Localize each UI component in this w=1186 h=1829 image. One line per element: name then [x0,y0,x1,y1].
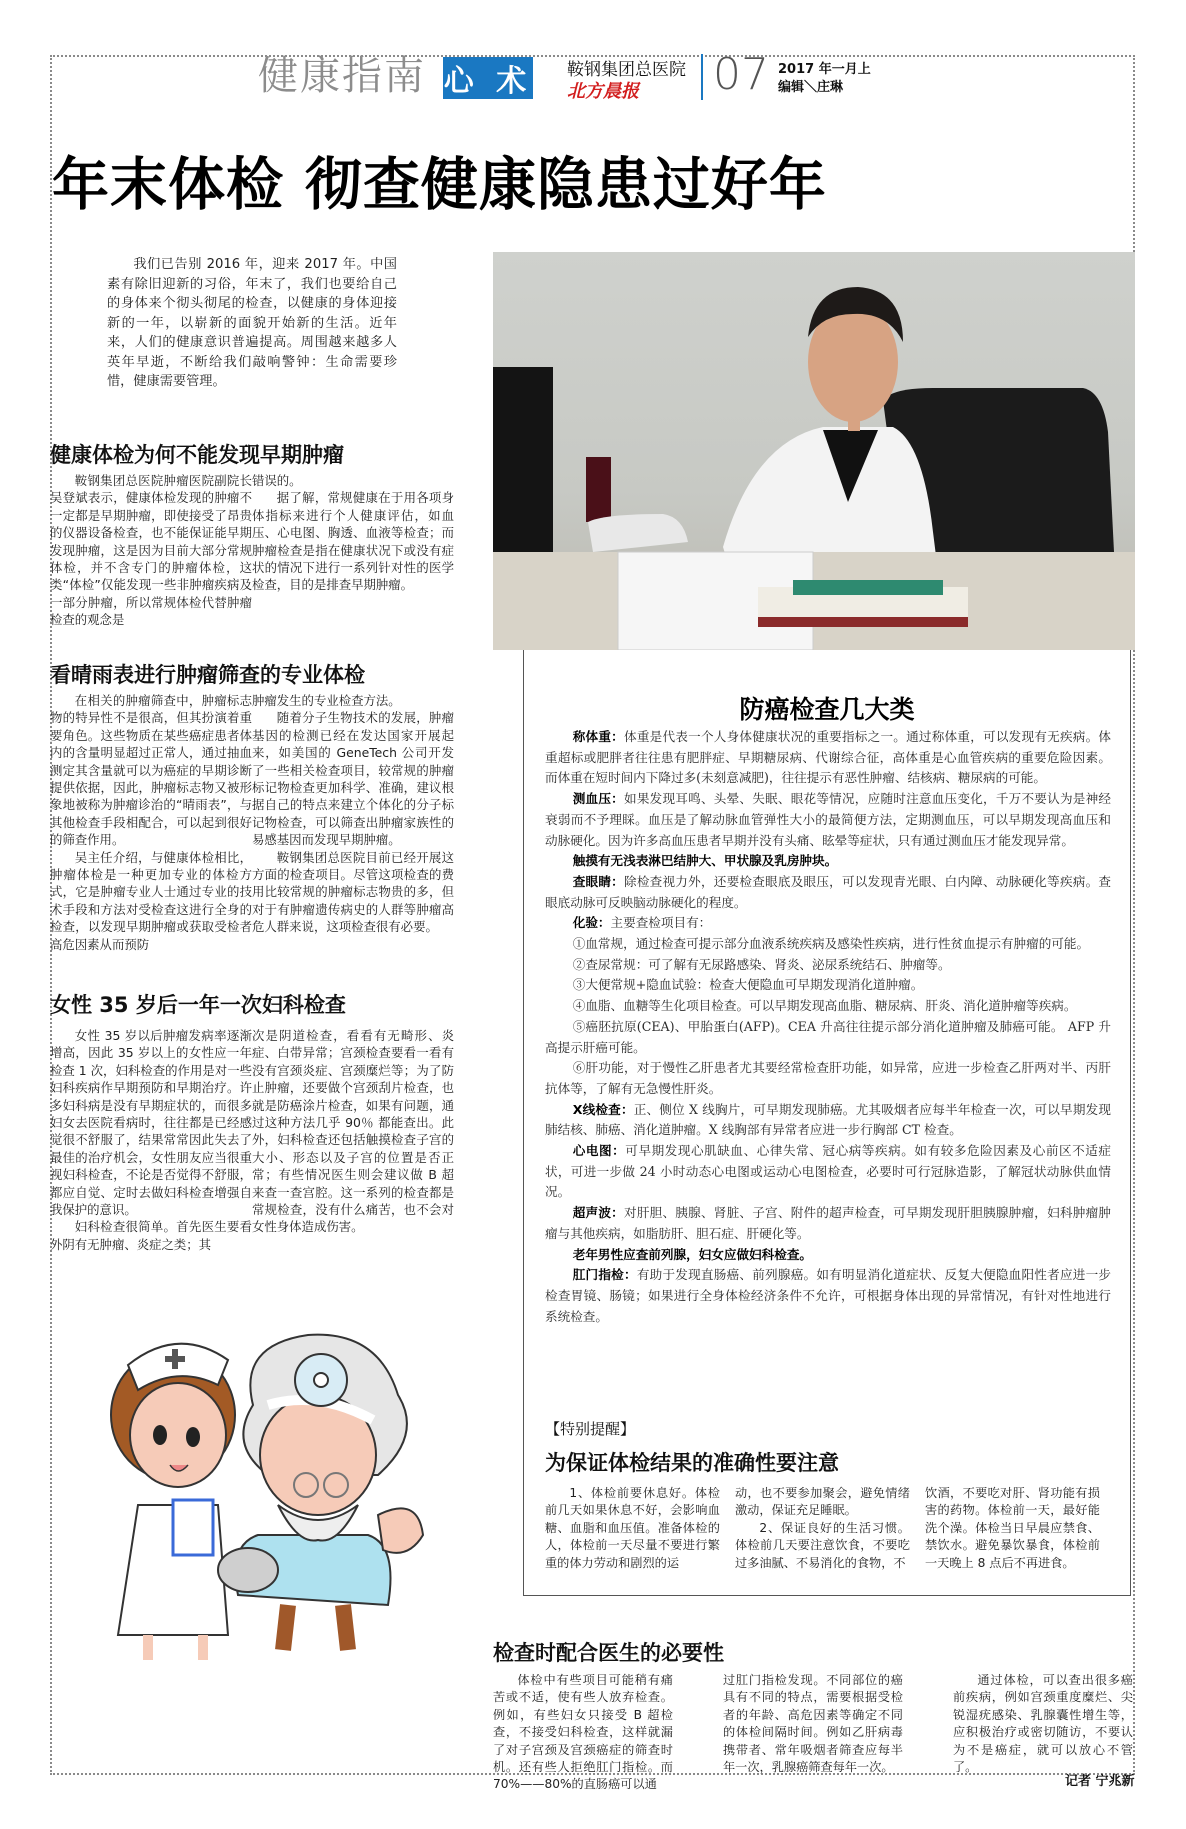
box-item [545,872,1111,913]
tip-col-1 [545,1485,720,1572]
section-heading: 检查时配合医生的必要性 [493,1641,724,1665]
paragraph: 在相关的肿瘤筛查中，肿瘤标志物的特异性不是很高，但其扮演着重要角色。这些物质在某些癌症患者体内的含量明显超过正常人，通过抽血测定其含量就可以为癌症的早期诊断提供依据，因此，肿瘤标志物又被形象地被称为肿瘤诊治的“晴雨表”，与其他检查手段相配合，可以起到很好的筛查作用。 [50,693,252,848]
paragraph: 据了解，常规健康在于用各项身体指标来进行个人健康评估，如血压、心电图、胸透、血液等检查；而肿瘤检查是指在健康状况下或没有症状的情况下进行一系列针对性的医学检查，目的是排查早期肿瘤。 [252,490,454,593]
section-heading: 健康体检为何不能发现早期肿瘤 [50,443,344,467]
box-item-text: ④血脂、血糖等生化项目检查。可以早期发现高血脂、糖尿病、肝炎、消化道肿瘤等疾病。 [572,998,1077,1014]
box-item-label: 触摸有无浅表淋巴结肿大、甲状腺及乳房肿块。 [572,853,838,869]
paragraph: 吴主任介绍，与健康体检相比，肿瘤体检是一种更加专业的体检方式，它是肿瘤专业人士通过专业的技术手段和方法对受检查这进行全身的检查，以发现早期肿瘤或获取受检者高危因素从而预防 [50,849,252,952]
box-item-text: 体重是代表一个人身体健康状况的重要指标之一。通过称体重，可以发现有无疾病。体重超标或肥胖者往往患有肥胖症、早期糖尿病、代谢综合征，高体重是心血管疾病的重要危险因素。而体重在短时间内下降过多(未刻意减肥)，往往提示有恶性肿瘤、结核病、糖尿病的可能。 [545,729,1112,786]
section-2-col-2 [252,692,454,936]
tip-label: 【特别提醒】 [545,1420,636,1438]
page-number: 07 [713,49,769,100]
hospital-name: 鞍钢集团总医院 [567,60,686,80]
paragraph: 肿瘤发生的专业检查方法。 [252,693,401,708]
box-item-text: 主要查检项目有： [610,915,712,931]
box-item-text: ⑥肝功能，对于慢性乙肝患者尤其要经常检查肝功能，如异常，应进一步检查乙肝两对半、丙肝抗体等，了解有无急慢性肝炎。 [545,1060,1111,1096]
doctor-photo [493,252,1135,650]
bottom-col-1 [493,1672,673,1794]
box-item [545,975,1111,996]
box-item [545,996,1111,1017]
box-item-text: ②查尿常规：可了解有无尿路感染、肾炎、泌尿系统结石、肿瘤等。 [572,956,951,972]
box-item [545,1245,1111,1266]
column-logo: 心 术 [443,57,533,99]
box-item-text: 对肝胆、胰腺、肾脏、子宫、附件的超声检查，可早期发现肝胆胰腺肿瘤，妇科肿瘤肿瘤与其他疾病，如脂肪肝、胆石症、肝硬化等。 [545,1205,1112,1241]
paragraph: 过肛门指检发现。不同部位的癌具有不同的特点，需要根据受检者的年龄、高危因素等确定不同的体检间隔时间。例如乙肝病毒携带者、常年吸烟者筛查应每半年一次，乳腺癌筛查每年一次。 [723,1673,903,1775]
photo-image [493,252,1135,650]
paragraph: 错误的。 [252,473,302,488]
box-item-label: 测血压： [572,791,625,807]
box-item [545,955,1111,976]
paragraph: 1、体检前要休息好。体检前几天如果休息不好，会影响血糖、血脂和血压值。准备体检的人，体检前一天尽量不要进行繁重的体力劳动和剧烈的运 [545,1486,720,1570]
box-item [545,727,1111,789]
section-heading: 女性 35 岁后一年一次妇科检查 [50,993,346,1017]
box-item [545,934,1111,955]
doctor-nurse-illustration [78,1305,438,1665]
tip-col-2 [735,1485,910,1572]
newspaper-name: 北方晨报 [567,81,639,102]
tip-col-3 [925,1485,1100,1572]
box-item [545,851,1111,872]
box-item-text: 除检查视力外，还要检查眼底及眼压，可以发现青光眼、白内障、动脉硬化等疾病。查眼底动脉可反映脑动脉硬化的程度。 [545,873,1112,910]
box-item-label: 超声波： [572,1205,625,1221]
paragraph: 2、保证良好的生活习惯。体检前几天要注意饮食，不要吃过多油腻、不易消化的食物，不 [735,1520,910,1570]
main-headline: 年末体检 彻查健康隐患过好年 [52,152,827,218]
box-item [545,1100,1111,1141]
box-body [545,727,1111,1327]
section-1-col-1 [50,472,252,629]
masthead-divider [701,54,703,100]
paragraph: 随着分子生物技术的发展，肿瘤基因的检测已经在发达国家开展起来，如美国的 GeneTech 公司开发了一些相关检查项目，较常规的肿瘤标记物检查更加科学、准确，建议根据自己的特点来建立个体化的分子标记物检查，可以筛查出肿瘤家族性的易感基因而发现早期肿瘤。 [252,710,454,848]
doctor-figure [218,1335,423,1650]
box-item [545,913,1111,934]
nurse-figure [111,1344,235,1660]
intro-text: 我们已告别 2016 年，迎来 2017 年。中国素有除旧迎新的习俗，年末了，我们也要给自己的身体来个彻头彻尾的检查，以健康的身体迎接新的一年，以崭新的面貌开始新的生活。近年来，人们的健康意识普遍提高。周围越来越多人英年早逝，不断给我们敲响警钟：生命需要珍惜，健康需要管理。 [107,257,397,389]
editor-credit: 编辑＼庄琳 [778,80,844,95]
box-item-text: 可早期发现心肌缺血、心律失常、冠心病等疾病。如有较多危险因素及心前区不适症状，可进一步做 24 小时动态心电图或运动心电图检查，必要时可行冠脉造影，了解冠状动脉供血情况。 [545,1143,1112,1200]
paragraph: 次是阴道检查，看看有无畸形、炎症、白带异常；宫颈检查要看一看有没有宫颈炎症、宫颈糜烂等；为了防止肿瘤，还要做个宫颈刮片检查，也就是防癌涂片检查，如果有问题，通过这种方法几乎 90％ 都能查出。此外，妇科检查还包括触摸检查子宫的大小、形态以及子宫的位置是否正常；有些情况医生则会建议做 B 超来查一查宫腔。这一系列的检查都是常规检查，没有什么痛苦，也不会对女性身体造成伤害。 [252,1028,454,1235]
box-item-text: 正、侧位 X 线胸片，可早期发现肺癌。尤其吸烟者应每半年检查一次，可以早期发现肺结核、肺癌、消化道肿瘤。X 线胸部有异常者应进一步行胸部 CT 检查。 [545,1101,1111,1138]
bottom-col-2 [723,1672,903,1776]
paragraph: 鞍钢集团总医院目前已经开展这方面的检查项目。尽管这项检查的费用比较常规的肿瘤标志物贵的多，但对于有肿瘤遗传病史的人群等肿瘤高危人群来说，这项检查很有必要。 [252,849,454,935]
paragraph: 妇科检查很简单。首先医生要看外阴有无肿瘤、炎症之类；其 [50,1219,252,1252]
box-item [545,1017,1111,1058]
box-item-label: X线检查： [572,1101,634,1117]
box-item-text: ③大便常规+隐血试验：检查大便隐血可早期发现消化道肿瘤。 [572,977,924,993]
issue-date: 2017 年一月上 [778,62,871,77]
box-item-label: 查眼睛： [572,873,625,889]
box-item-text: ⑤癌胚抗原(CEA)、甲胎蛋白(AFP)。CEA 升高往往提示部分消化道肿瘤及肺癌可能。 AFP 升高提示肝癌可能。 [545,1018,1111,1055]
box-item-text: 有助于发现直肠癌、前列腺癌。如有明显消化道症状、反复大便隐血阳性者应进一步检查胃镜、肠镜；如果进行全身体检经济条件不允许，可根据身体出现的异常情况，有针对性地进行系统检查。 [545,1267,1112,1324]
box-item-text: 如果发现耳鸣、头晕、失眠、眼花等情况，应随时注意血压变化，千万不要认为是神经衰弱而不予理睬。血压是了解动脉血管弹性大小的最简便方法，定期测血压，可以早期发现高血压和动脉硬化。因为许多高血压患者早期并没有头痛、眩晕等症状，只有通过测血压才能发现异常。 [545,791,1112,848]
box-item [545,1141,1111,1203]
box-item-label: 老年男性应查前列腺，妇女应做妇科检查。 [572,1246,812,1262]
box-item-label: 心电图： [572,1143,626,1159]
paragraph: 女性 35 岁以后肿瘤发病率逐渐增高，因此 35 岁以上的女性应一年检查 1 次，妇科检查的作用是对一些妇科疾病作早期预防和早期治疗。许多妇科病是没有早期症状的，而很多妇女去医院看病时，往往都是已经感觉很不舒服了，结果常常因此失去了最佳的治疗机会，女性朋友应当很重视妇科检查，不论是否觉得不舒服，都应自觉、定时去做妇科检查增强自我保护的意识。 [50,1028,252,1218]
paragraph: 鞍钢集团总医院肿瘤医院副院长吴登斌表示，健康体检发现的肿瘤不一定都是早期肿瘤，即使接受了昂贵的仪器设备检查，也不能保证能早期发现肿瘤，这是因为目前大部分常规体检，并不含专门的肿瘤体检，这类“体检”仅能发现一些非肿瘤疾病及一部分肿瘤，所以常规体检代替肿瘤检查的观念是 [50,473,252,628]
box-item-label: 肛门指检： [572,1267,637,1283]
box-item-text: ①血常规，通过检查可提示部分血液系统疾病及感染性疾病，进行性贫血提示有肿瘤的可能。 [572,936,1090,952]
box-item-label: 化验： [572,915,611,931]
reporter-byline: 记者 宁兆新 [1065,1774,1135,1789]
paragraph: 饮酒，不要吃对肝、肾功能有损害的药物。体检前一天，最好能洗个澡。体检当日早晨应禁食、禁饮水。避免暴饮暴食，体检前一天晚上 8 点后不再进食。 [925,1486,1100,1570]
section-title: 健康指南 [258,53,426,99]
bottom-col-3 [953,1672,1133,1776]
intro-paragraph [107,255,397,392]
paragraph: 体检中有些项目可能稍有痛苦或不适，使有些人放弃检查。例如，有些妇女只接受 B 超检查，不接受妇科检查，这样就漏了对子宫颈及宫颈癌症的筛查时机。还有些人拒绝肛门指检。而 70%——80%的直肠癌可以通 [493,1673,673,1792]
box-title: 防癌检查几大类 [739,695,915,724]
box-item [545,789,1111,851]
section-3-col-1 [50,1027,252,1253]
section-heading: 看晴雨表进行肿瘤筛查的专业体检 [50,663,365,687]
tip-title: 为保证体检结果的准确性要注意 [545,1451,839,1475]
box-item [545,1058,1111,1099]
box-item [545,1203,1111,1244]
section-1-col-2 [252,472,454,594]
paragraph: 动，也不要参加聚会，避免情绪激动，保证充足睡眠。 [735,1486,910,1518]
paragraph: 通过体检，可以查出很多癌前疾病，例如宫颈重度糜烂、尖锐湿疣感染、乳腺囊性增生等，应积极治疗或密切随访，不要认为不是癌症，就可以放心不管了。 [953,1673,1133,1775]
section-3-col-2 [252,1027,454,1236]
box-item-label: 称体重： [572,729,625,744]
section-2-col-1 [50,692,252,953]
box-item [545,1265,1111,1327]
